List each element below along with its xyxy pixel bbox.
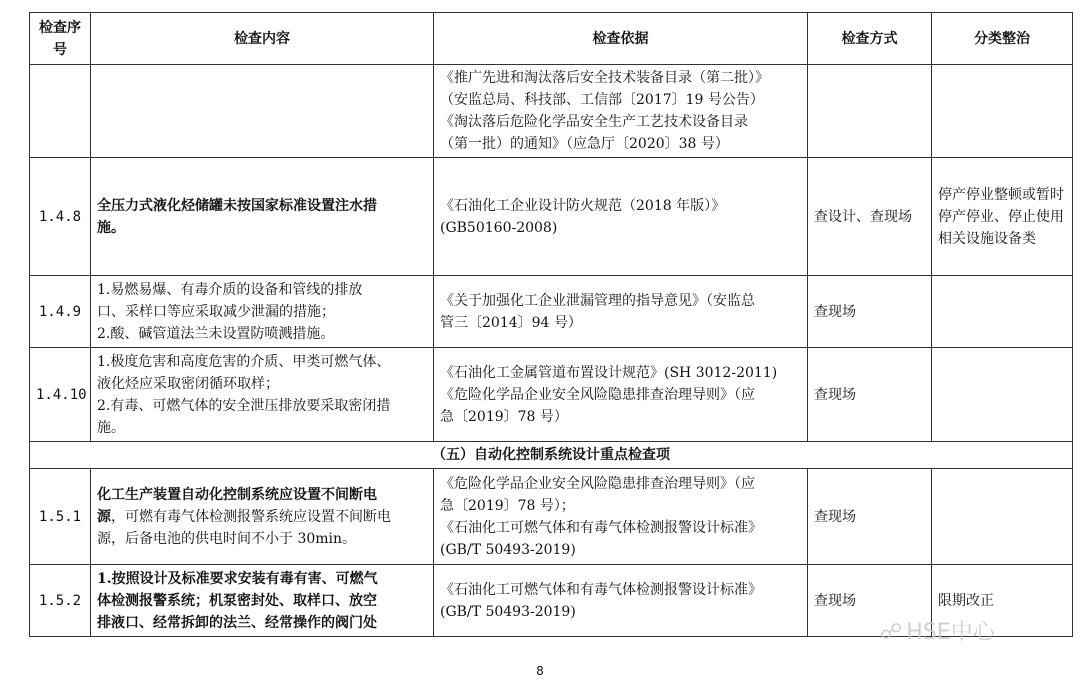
content-line: 液化烃应采取密闭循环取样；	[97, 375, 279, 392]
basis-line: 急〔2019〕78 号）；	[440, 497, 575, 514]
section-row	[30, 442, 1073, 469]
table-row	[30, 469, 1073, 565]
content-line: 施。	[97, 219, 125, 236]
row-content	[91, 469, 434, 565]
content-rest: ，可燃有毒气体检测报警系统应设置不间断电	[111, 508, 391, 525]
basis-line: (GB50160-2008)	[440, 219, 558, 236]
wechat-icon: ☍	[880, 620, 903, 645]
basis-line: (GB/T 50493-2019)	[440, 603, 576, 620]
header-no: 检查序号	[30, 13, 91, 65]
basis-line: 《石油化工金属管道布置设计规范》(SH 3012-2011)	[440, 364, 778, 381]
row-classify	[932, 276, 1073, 348]
row-no: 1.5.1	[30, 469, 91, 565]
content-line: 1.易燃易爆、有毒介质的设备和管线的排放	[97, 281, 363, 298]
row-no: 1.4.9	[30, 276, 91, 348]
row-basis	[434, 65, 808, 158]
row-no: 1.5.2	[30, 565, 91, 637]
table-row	[30, 65, 1073, 158]
content-line: 源，后备电池的供电时间不小于 30min。	[97, 530, 357, 547]
row-no: 1.4.8	[30, 158, 91, 276]
header-content: 检查内容	[91, 13, 434, 65]
content-line: 施。	[97, 419, 125, 436]
row-classify	[932, 469, 1073, 565]
basis-line: （第一批）的通知》（应急厅〔2020〕38 号）	[440, 136, 729, 152]
basis-line: 《石油化工可燃气体和有毒气体检测报警设计标准》	[440, 581, 762, 598]
row-method: 查现场	[808, 348, 932, 442]
row-basis	[434, 565, 808, 637]
content-line: 1.极度危害和高度危害的介质、甲类可燃气体、	[97, 353, 391, 370]
row-content	[91, 276, 434, 348]
table-row	[30, 158, 1073, 276]
header-method: 检查方式	[808, 13, 932, 65]
content-line: 排液口、经常拆卸的法兰、经常操作的阀门处	[97, 614, 377, 631]
section-title: （五）自动化控制系统设计重点检查项	[30, 442, 1073, 469]
row-method: 查设计、查现场	[808, 158, 932, 276]
row-classify: 停产停业整顿或暂时停产停业、停止使用相关设施设备类	[932, 158, 1073, 276]
content-line: 体检测报警系统；机泵密封处、取样口、放空	[97, 592, 377, 609]
basis-line: 《淘汰落后危险化学品安全生产工艺技术设备目录	[440, 114, 748, 130]
table-header-row	[30, 13, 1073, 65]
row-method: 查现场	[808, 469, 932, 565]
basis-line: 管三〔2014〕94 号）	[440, 314, 582, 331]
content-line: 1.按照设计及标准要求安装有毒有害、可燃气	[97, 570, 378, 587]
row-content	[91, 565, 434, 637]
basis-line: 《石油化工可燃气体和有毒气体检测报警设计标准》	[440, 519, 762, 536]
row-content	[91, 348, 434, 442]
page-number: 8	[536, 664, 544, 678]
row-no	[30, 65, 91, 158]
table-row	[30, 348, 1073, 442]
basis-line: 《危险化学品企业安全风险隐患排查治理导则》（应	[440, 386, 755, 403]
row-content	[91, 158, 434, 276]
watermark	[880, 615, 995, 646]
row-classify	[932, 348, 1073, 442]
basis-line: (GB/T 50493-2019)	[440, 541, 576, 558]
table-row	[30, 276, 1073, 348]
row-method: 查现场	[808, 565, 932, 637]
content-line: 口、采样口等应采取减少泄漏的措施；	[97, 303, 335, 320]
row-basis	[434, 469, 808, 565]
inspection-table	[29, 12, 1073, 637]
content-line: 化工生产装置自动化控制系统应设置不间断电	[97, 486, 377, 503]
row-basis	[434, 158, 808, 276]
basis-line: （安监总局、科技部、工信部〔2017〕19 号公告）	[440, 92, 764, 108]
basis-line: 《危险化学品企业安全风险隐患排查治理导则》（应	[440, 475, 755, 492]
row-classify: 限期改正	[932, 565, 1073, 637]
row-basis	[434, 276, 808, 348]
content-line: 2.有毒、可燃气体的安全泄压排放要采取密闭措	[97, 397, 391, 414]
basis-line: 《关于加强化工企业泄漏管理的指导意见》（安监总	[440, 292, 755, 309]
row-basis	[434, 348, 808, 442]
header-basis: 检查依据	[434, 13, 808, 65]
content-line: 全压力式液化烃储罐未按国家标准设置注水措	[97, 197, 377, 214]
header-classify: 分类整治	[932, 13, 1073, 65]
row-method	[808, 65, 932, 158]
basis-line: 《石油化工企业设计防火规范（2018 年版）》	[440, 197, 726, 214]
row-classify	[932, 65, 1073, 158]
basis-line: 急〔2019〕78 号）	[440, 408, 568, 425]
row-method: 查现场	[808, 276, 932, 348]
content-bold-part: 源	[97, 508, 111, 525]
row-content	[91, 65, 434, 158]
content-line: 2.酸、碱管道法兰未设置防喷溅措施。	[97, 325, 335, 342]
watermark-text: HSE中心	[906, 620, 995, 645]
row-no: 1.4.10	[30, 348, 91, 442]
basis-line: 《推广先进和淘汰落后安全技术装备目录（第二批）》	[440, 70, 769, 86]
